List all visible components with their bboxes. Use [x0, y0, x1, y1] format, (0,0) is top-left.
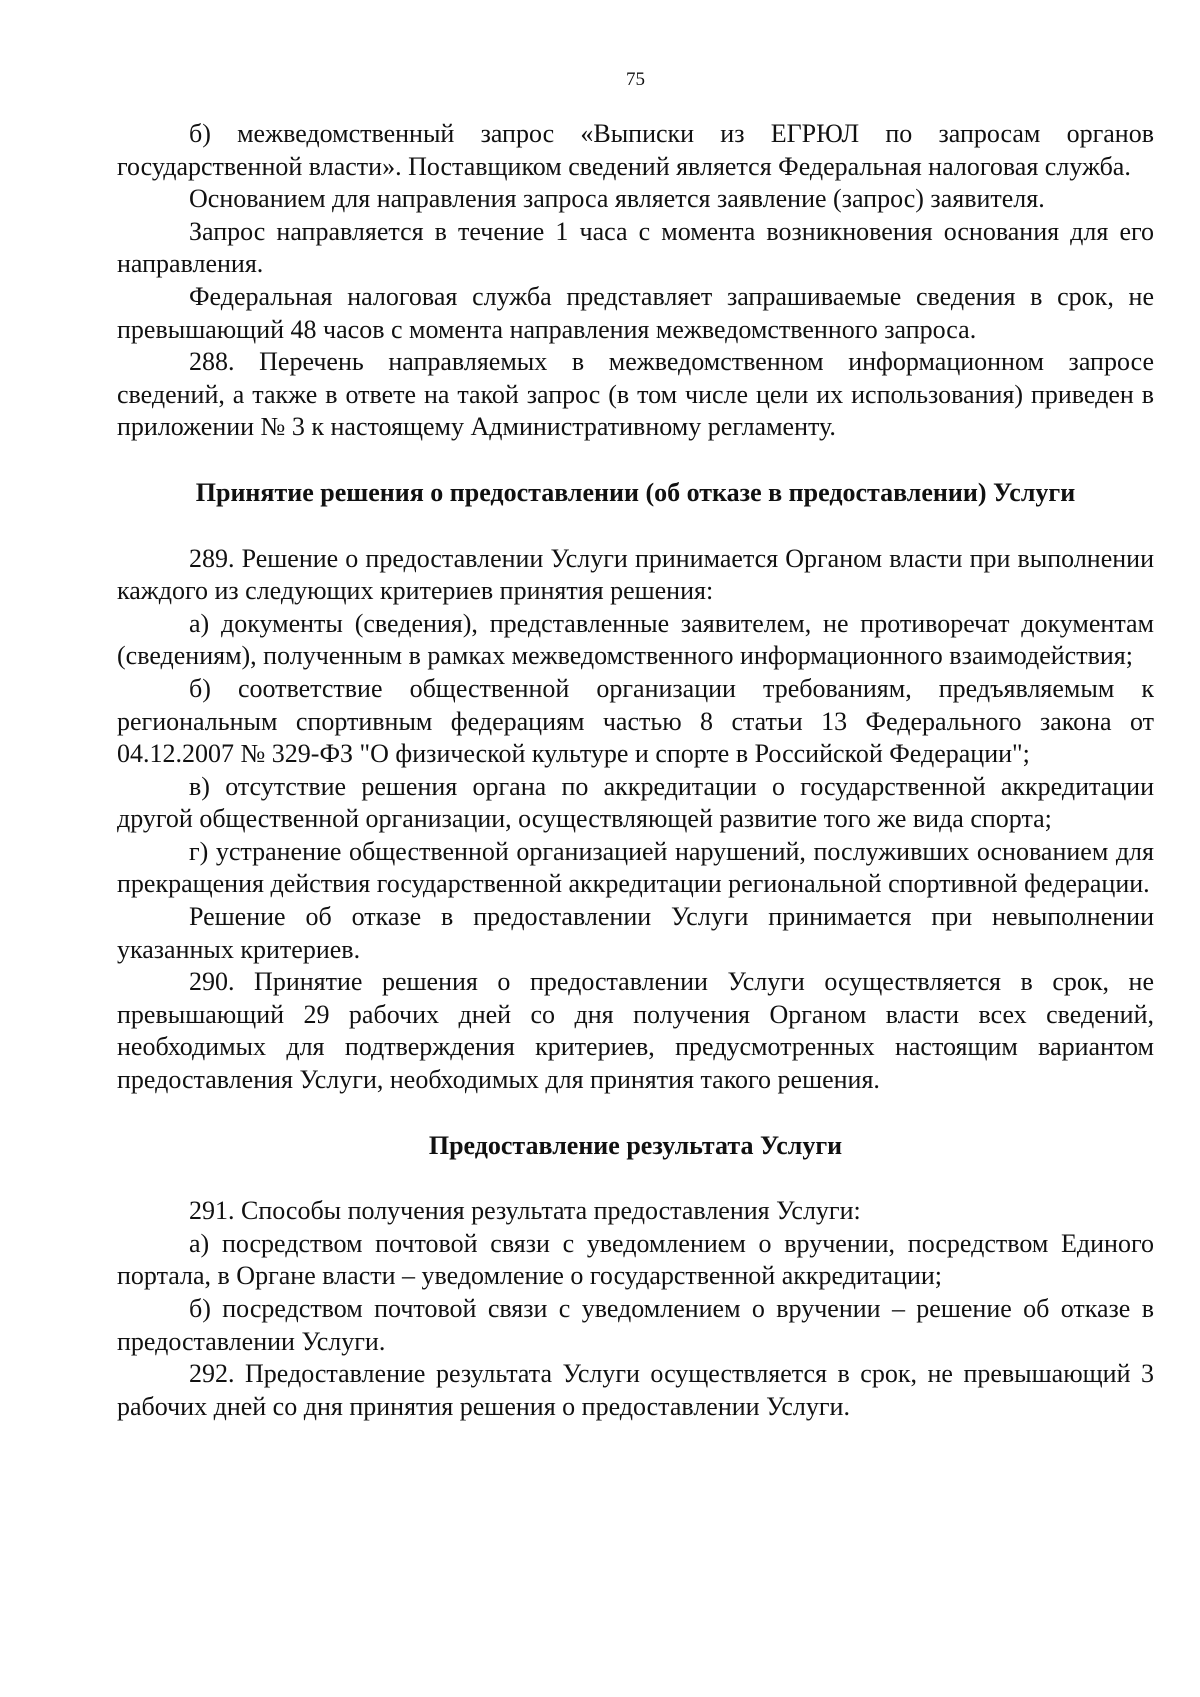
page-number: 75	[626, 69, 645, 90]
paragraph-289: 289. Решение о предоставлении Услуги принимается Органом власти при выполнении каждого из следующих критериев принятия решения:	[117, 543, 1154, 606]
paragraph-289-b: б) соответствие общественной организации требованиям, предъявляемым к региональным спортивным федерациям частью 8 статьи 13 Федерального закона от 04.12.2007 № 329-ФЗ "О физической культуре и спорте в Российской Федерации";	[117, 673, 1154, 769]
paragraph-291-a: а) посредством почтовой связи с уведомлением о вручении, посредством Единого портала, в Органе власти – уведомление о государственной аккредитации;	[117, 1228, 1154, 1291]
paragraph-291: 291. Способы получения результата предоставления Услуги:	[189, 1196, 861, 1226]
paragraph-290: 290. Принятие решения о предоставлении Услуги осуществляется в срок, не превышающий 29 рабочих дней со дня получения Органом власти всех сведений, необходимых для подтверждения критериев, предусмотренных настоящим вариантом предоставления Услуги, необходимых для принятия такого решения.	[117, 967, 1154, 1095]
paragraph-tax-service-deadline: Федеральная налоговая служба представляет запрашиваемые сведения в срок, не превышающий 48 часов с момента направления межведомственного запроса.	[117, 281, 1154, 344]
paragraph-289-a: а) документы (сведения), представленные заявителем, не противоречат документам (сведениям), полученным в рамках межведомственного информационного взаимодействия;	[117, 608, 1154, 671]
paragraph-subitem-b-egrul-request: б) межведомственный запрос «Выписки из ЕГРЮЛ по запросам органов государственной власти». Поставщиком сведений является Федеральная налоговая служба.	[117, 119, 1154, 181]
paragraph-289-g: г) устранение общественной организацией нарушений, послуживших основанием для прекращения действия государственной аккредитации региональной спортивной федерации.	[117, 836, 1154, 899]
paragraph-291-b: б) посредством почтовой связи с уведомлением о вручении – решение об отказе в предоставлении Услуги.	[117, 1294, 1154, 1356]
paragraph-288: 288. Перечень направляемых в межведомственном информационном запросе сведений, а также в ответе на такой запрос (в том числе цели их использования) приведен в приложении № 3 к настоящему Административному регламенту.	[117, 347, 1154, 442]
section-heading-result: Предоставление результата Услуги	[428, 1130, 843, 1160]
document-body	[117, 118, 1154, 1423]
paragraph-289-v: в) отсутствие решения органа по аккредитации о государственной аккредитации другой общественной организации, осуществляющей развитие того же вида спорта;	[117, 771, 1154, 834]
paragraph-refusal-decision: Решение об отказе в предоставлении Услуги принимается при невыполнении указанных критериев.	[117, 902, 1154, 964]
paragraph-292: 292. Предоставление результата Услуги осуществляется в срок, не превышающий 3 рабочих дней со дня принятия решения о предоставлении Услуги.	[117, 1359, 1154, 1421]
paragraph-request-basis: Основанием для направления запроса является заявление (запрос) заявителя.	[189, 184, 1045, 214]
paragraph-request-timing: Запрос направляется в течение 1 часа с момента возникновения основания для его направления.	[117, 216, 1154, 279]
section-heading-decision: Принятие решения о предоставлении (об отказе в предоставлении) Услуги	[195, 477, 1076, 507]
